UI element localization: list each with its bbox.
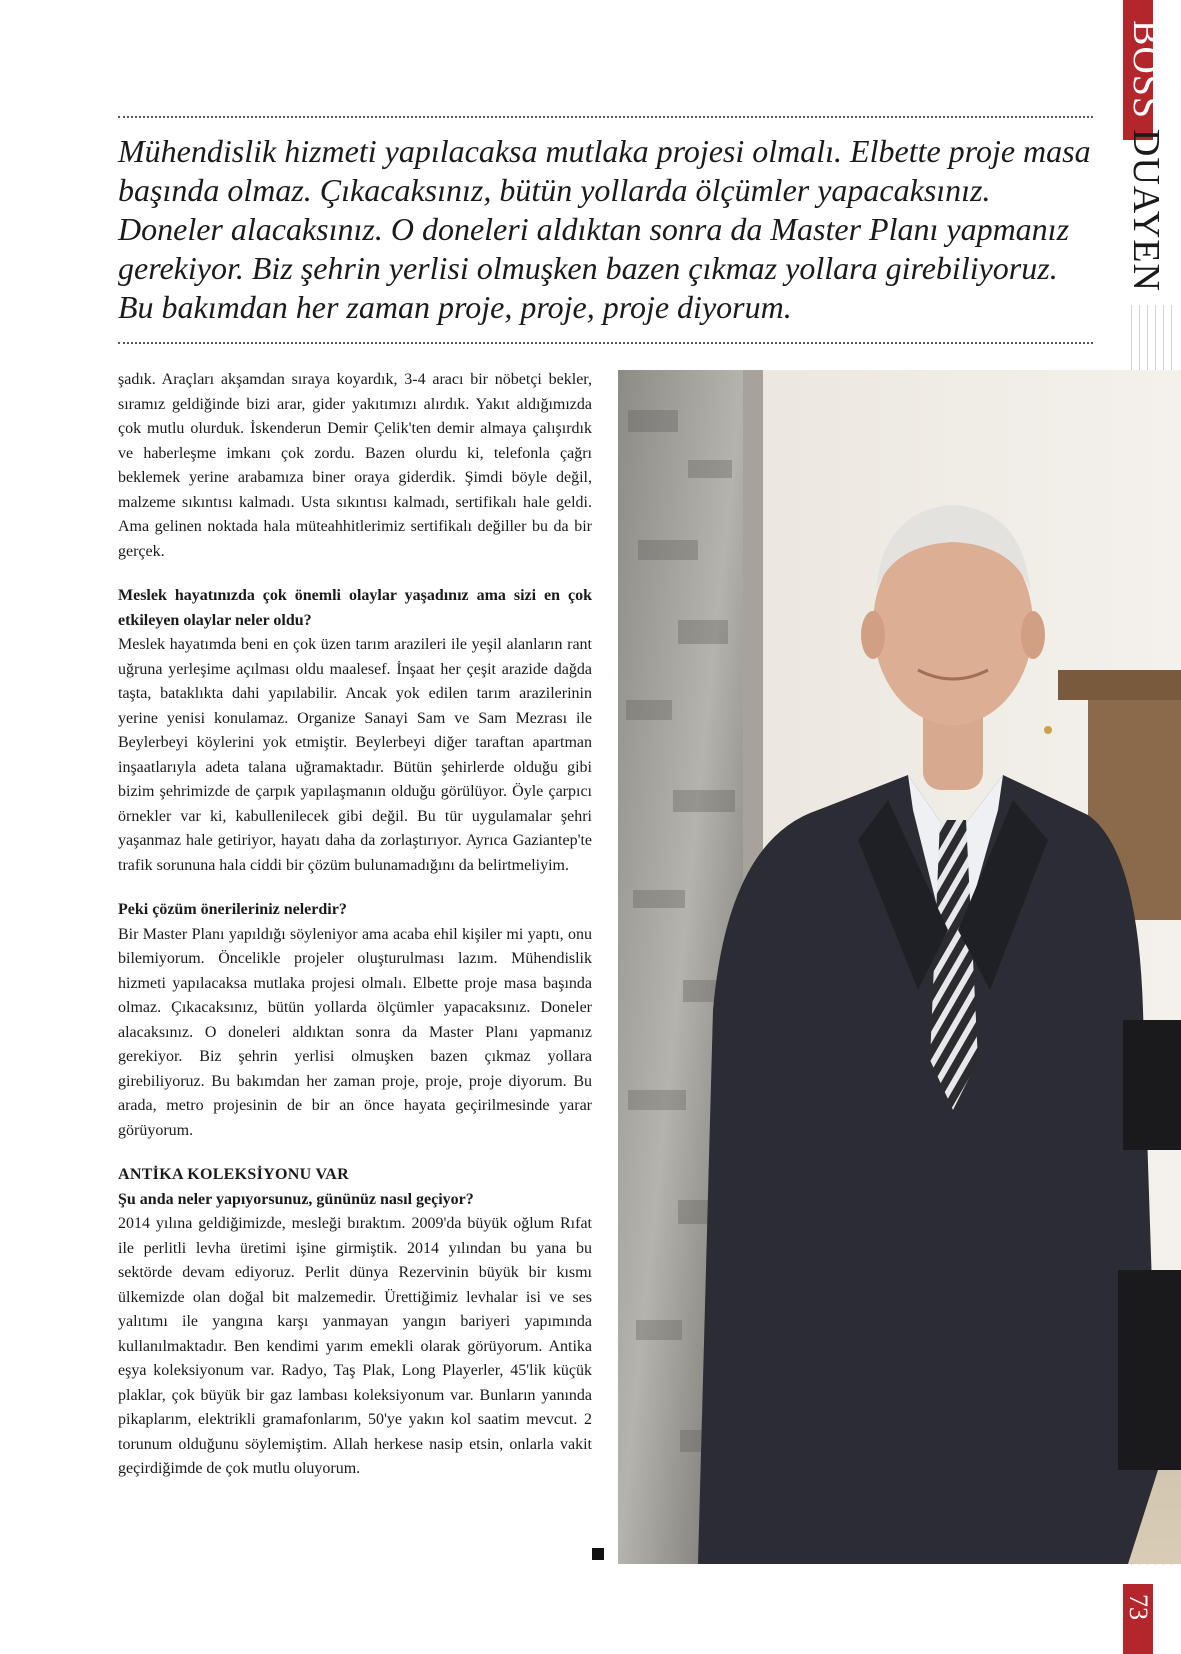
section-heading: ANTİKA KOLEKSİYONU VAR [118,1166,349,1183]
interview-answer-1: Meslek hayatımda beni en çok üzen tarım arazileri ile yeşil alanların rant uğruna yerleşime açılması oldu maalesef. İnşaat her çeşit arazide dağda taşta, bataklıkta dahi yapılabilir. Ancak yok edilen tarım arazilerinin yerine yenisi konulamaz. Organize Sanayi Sam ve Sam Mezrası ile Beylerbeyi köylerini yok etmiştir. Beylerbeyi diğer taraftan apartman inşaatlarıyla adeta talana uğramaktadır. Bütün şehirlerde olduğu gibi bizim şehrimizde de çarpık yapılaşmanın olduğu görülüyor. Öyle çarpıcı örnekler var ki, kabullenilecek gibi değil. Bu tür uygulamalar şehri yaşanmaz hale getiriyor, hayatı daha da zorlaştırıyor. Ayrıca Gaziantep'te trafik sorununa hala ciddi bir çözüm bulunamadığını da belirtmeliyim. [118,636,592,874]
article-column [118,368,592,1482]
pull-quote: Mühendislik hizmeti yapılacaksa mutlaka projesi olmalı. Elbette proje masa başında olmaz. Çıkacaksınız, bütün yollarda ölçümler yapacaksınız. Doneler alacaksınız. O doneleri aldıktan sonra da Master Planı yapmanız gerekiyor. Biz şehrin yerlisi olmuşken bazen çıkmaz yollara girebiliyoruz. Bu bakımdan her zaman proje, proje, proje diyorum. [118,133,1091,325]
interview-question-1: Meslek hayatınızda çok önemli olaylar yaşadınız ama sizi en çok etkileyen olaylar neler oldu? [118,587,592,629]
portrait-illustration [618,370,1181,1564]
pull-quote-bottom-rule [118,342,1093,344]
interview-question-3: Şu anda neler yapıyorsunuz, gününüz nasıl geçiyor? [118,1190,474,1208]
page-number: 73 [1124,1594,1153,1620]
article-paragraph-intro: şadık. Araçları akşamdan sıraya koyardık, 3-4 aracı bir nöbetçi bekler, sıramız geldiğinde bizi arar, gider yakıtımızı alırdık. Yakıt aldığımızda çok mutlu olurduk. İskenderun Demir Çelik'ten demir almaya çalışırdık ve haberleşme imkanı çok zordu. Bazen olurdu ki, telefonla çağrı beklemek yerine arabamıza biner oraya giderdik. Şimdi böyle değil, malzeme sıkıntısı kalmadı. Usta sıkıntısı kalmadı, sertifikalı hale geldi. Ama gelinen noktada hala müteahhitlerimiz sertifikalı değiller bu da bir gerçek. [118,371,592,560]
page-number-box [1123,1584,1153,1654]
magazine-name: BOSS [1125,20,1167,120]
interview-answer-2: Bir Master Planı yapıldığı söyleniyor ama acaba ehil kişiler mi yaptı, onu bilemiyorum. Öncelikle projeler oluşturulması lazım. Mühendislik hizmeti yapılacaksa mutlaka projesi olmalı. Elbette proje masa başında olmaz. Çıkacaksınız, bütün yollarda ölçümler yapacaksınız. Doneler alacaksınız. O doneleri aldıktan sonra da Master Planı yapmanız gerekiyor. Biz şehrin yerlisi olmuşken bazen çıkmaz yollara girebiliyoruz. Bu bakımdan her zaman proje, proje, proje diyorum. Bu arada, metro projesinin de bir an önce hayata geçirilmesinde yarar görüyorum. [118,925,592,1139]
interview-answer-3: 2014 yılına geldiğimizde, mesleği bıraktım. 2009'da büyük oğlum Rıfat ile perlitli levha üretimi işine girmiştik. 2014 yılından bu yana bu sektörde devam ediyoruz. Perlit dünya Rezervinin büyük bir kısmı ülkemizde olan doğal bit malzemedir. Ürettiğimiz levhalar isi ve ses yalıtımı ile yangına karşı yanmayan yangın bariyeri yapımında kullanılmaktadır. Ben kendimi yarım emekli olarak görüyorum. Antika eşya koleksiyonum var. Radyo, Taş Plak, Long Playerler, 45'lik küçük plaklar, çok büyük bir gaz lambası koleksiyonum var. Bunların yanında pikaplarım, elektrikli gramafonlarım, 50'ye yakın kol saatim mevcut. 2 torunum olduğunu söylemiştim. Allah herkese nasip etsin, onlarla vakit geçirdiğimde de çok mutlu oluyorum. [118,1215,592,1477]
article-end-mark [592,1548,604,1560]
section-name: DUAYEN [1125,129,1167,292]
section-tab-label [1127,20,1165,292]
pull-quote-top-rule [118,116,1093,118]
portrait-photo [618,370,1181,1564]
interview-question-2: Peki çözüm önerileriniz nelerdir? [118,901,347,918]
